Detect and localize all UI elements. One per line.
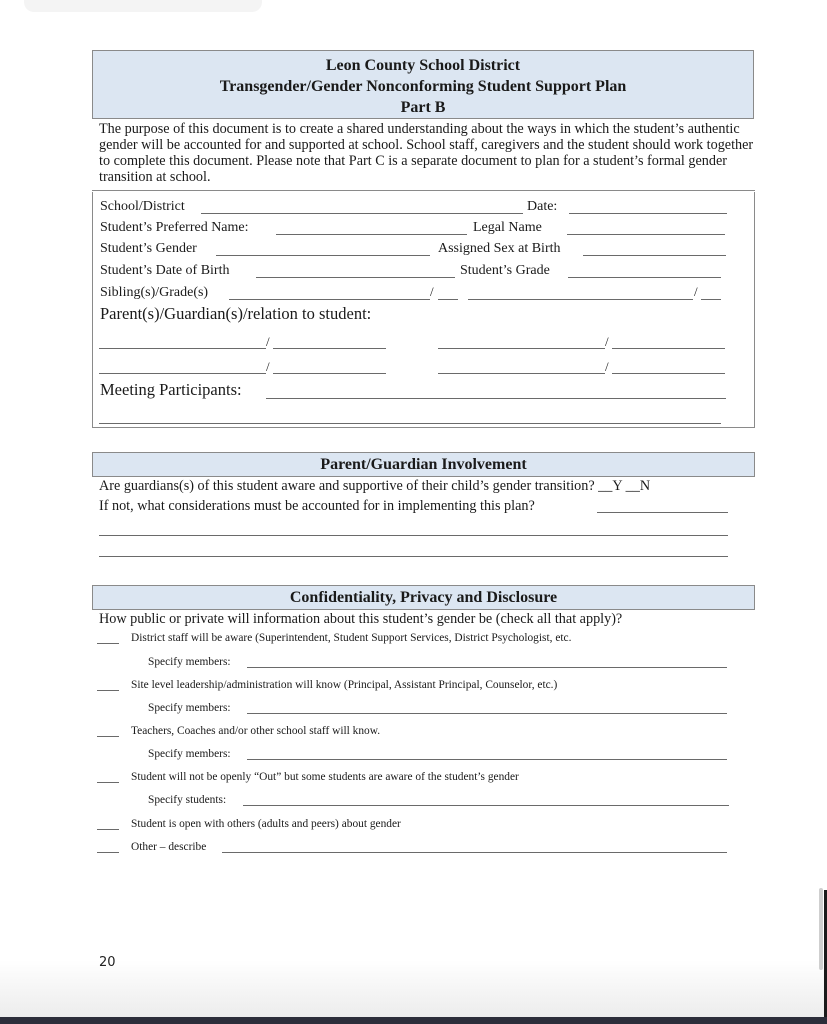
grade-label: Student’s Grade	[460, 263, 550, 278]
divider	[92, 190, 755, 191]
section-header-privacy: Confidentiality, Privacy and Disclosure	[92, 585, 755, 610]
guardian-awareness-question: Are guardians(s) of this student aware and supportive of their child’s gender transition? __Y __N	[99, 478, 651, 494]
legal-name-label: Legal Name	[473, 220, 542, 235]
assigned-sex-field[interactable]	[583, 255, 726, 256]
gender-field[interactable]	[216, 255, 430, 256]
sibling2-grade-field[interactable]	[701, 299, 721, 300]
specify-teachers-field[interactable]	[247, 759, 727, 760]
siblings-label: Sibling(s)/Grade(s)	[100, 285, 209, 300]
option-some-students: Student will not be openly “Out” but some students are aware of the student’s gender	[131, 771, 519, 783]
slash: /	[266, 359, 270, 374]
parents-label: Parent(s)/Guardian(s)/relation to student:	[100, 304, 372, 323]
considerations-field-2[interactable]	[99, 535, 728, 536]
guardian2-name-field[interactable]	[438, 348, 605, 349]
slash: /	[266, 334, 270, 349]
option-open-with-others: Student is open with others (adults and peers) about gender	[131, 818, 401, 830]
sibling1-name-field[interactable]	[229, 299, 430, 300]
considerations-question: If not, what considerations must be accounted for in implementing this plan?	[99, 498, 535, 514]
dob-label: Student’s Date of Birth	[100, 263, 230, 278]
guardian4-name-field[interactable]	[438, 373, 605, 374]
checkbox-some-students[interactable]	[97, 782, 119, 783]
page-bottom-shadow	[0, 960, 827, 1018]
guardian2-relation-field[interactable]	[612, 348, 725, 349]
checkbox-teachers[interactable]	[97, 736, 119, 737]
guardian3-relation-field[interactable]	[273, 373, 386, 374]
meeting-participants-field[interactable]	[266, 398, 726, 399]
viewer-tab	[24, 0, 262, 12]
option-teachers: Teachers, Coaches and/or other school staff will know.	[131, 725, 381, 737]
slash: /	[694, 284, 698, 299]
school-district-field[interactable]	[201, 213, 523, 214]
checkbox-other[interactable]	[97, 852, 119, 853]
preferred-name-label: Student’s Preferred Name:	[100, 220, 249, 235]
grade-field[interactable]	[568, 277, 721, 278]
specify-label: Specify members:	[148, 748, 231, 760]
checkbox-site-leadership[interactable]	[97, 690, 119, 691]
district-name: Leon County School District	[325, 57, 521, 74]
sibling1-grade-field[interactable]	[438, 299, 458, 300]
option-other: Other – describe	[131, 841, 207, 853]
considerations-field[interactable]	[597, 512, 728, 513]
dob-field[interactable]	[256, 277, 455, 278]
school-district-label: School/District	[100, 199, 185, 214]
date-field[interactable]	[569, 213, 727, 214]
document-header	[92, 50, 754, 119]
specify-label: Specify members:	[148, 702, 231, 714]
sibling2-name-field[interactable]	[468, 299, 693, 300]
guardian1-relation-field[interactable]	[273, 348, 386, 349]
legal-name-field[interactable]	[567, 234, 725, 235]
date-label: Date:	[527, 199, 558, 214]
privacy-question: How public or private will information about this student’s gender be (check all that apply)?	[99, 611, 623, 627]
considerations-field-3[interactable]	[99, 556, 728, 557]
guardian4-relation-field[interactable]	[612, 373, 725, 374]
option-site-leadership: Site level leadership/administration will know (Principal, Assistant Principal, Counselor, etc.)	[131, 679, 558, 691]
slash: /	[605, 334, 609, 349]
specify-district-staff-field[interactable]	[247, 667, 727, 668]
meeting-participants-field-2[interactable]	[99, 423, 721, 424]
page-number: 20	[99, 955, 116, 970]
window-bottom-bar	[0, 1017, 827, 1024]
gender-label: Student’s Gender	[100, 241, 197, 256]
part-label: Part B	[400, 99, 446, 116]
guardian1-name-field[interactable]	[99, 348, 266, 349]
plan-title: Transgender/Gender Nonconforming Student Support Plan	[219, 78, 627, 95]
option-district-staff: District staff will be aware (Superintendent, Student Support Services, District Psychologist, etc.	[131, 632, 572, 644]
specify-site-leadership-field[interactable]	[247, 713, 727, 714]
slash: /	[430, 284, 434, 299]
scrollbar-thumb[interactable]	[819, 888, 823, 970]
checkbox-open-with-others[interactable]	[97, 829, 119, 830]
checkbox-district-staff[interactable]	[97, 643, 119, 644]
specify-label: Specify students:	[148, 794, 227, 806]
preferred-name-field[interactable]	[276, 234, 467, 235]
meeting-participants-label: Meeting Participants:	[100, 380, 242, 399]
guardian3-name-field[interactable]	[99, 373, 266, 374]
slash: /	[605, 359, 609, 374]
assigned-sex-label: Assigned Sex at Birth	[438, 241, 561, 256]
specify-label: Specify members:	[148, 656, 231, 668]
section-header-guardian: Parent/Guardian Involvement	[92, 452, 755, 477]
specify-students-field[interactable]	[243, 805, 729, 806]
other-describe-field[interactable]	[222, 852, 727, 853]
intro-paragraph: The purpose of this document is to create a shared understanding about the ways in which the student’s authentic gender will be accounted for and supported at school. School staff, caregivers and the student should work together to complete this document. Please note that Part C is a separate document to plan for a student’s formal gender transition at school.	[99, 121, 754, 185]
